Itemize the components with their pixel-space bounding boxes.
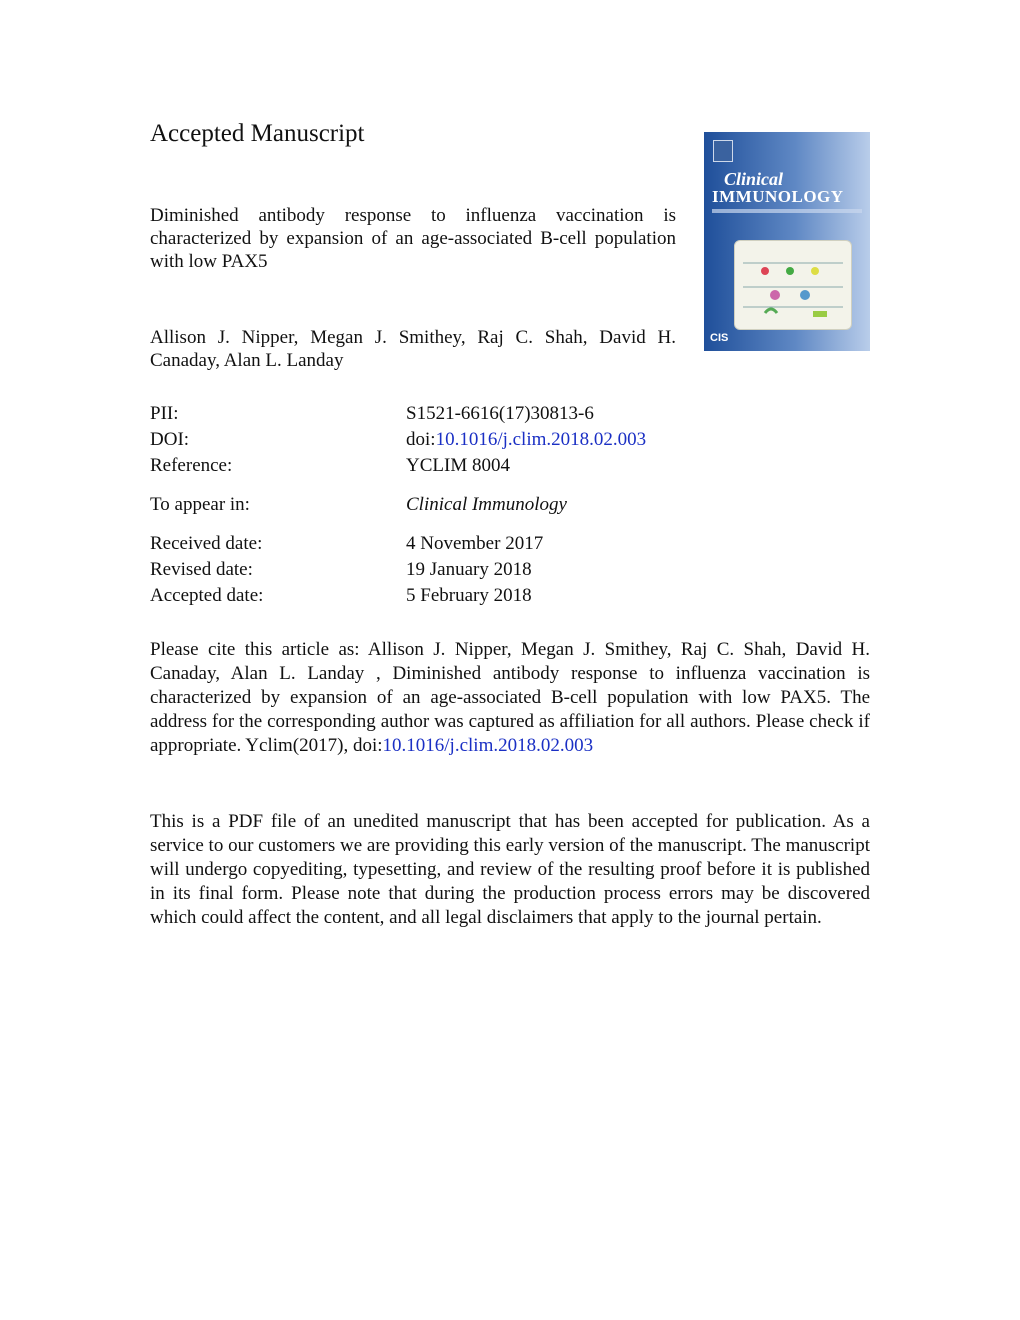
cis-logo: CIS <box>710 332 729 344</box>
reference-label: Reference: <box>150 455 233 476</box>
doi-link[interactable]: 10.1016/j.clim.2018.02.003 <box>435 429 647 450</box>
journal-name: Clinical Immunology <box>406 494 567 515</box>
pii-row <box>150 401 870 427</box>
reference-value: YCLIM 8004 <box>406 455 510 476</box>
journal-cover-image <box>704 132 870 351</box>
appear-row <box>150 492 870 518</box>
pii-value: S1521-6616(17)30813-6 <box>406 403 594 424</box>
revised-value: 19 January 2018 <box>406 559 532 580</box>
citation-text: Please cite this article as: Allison J. Nipper, Megan J. Smithey, Raj C. Shah, David H. Canaday, Alan L. Landay , Diminished antibody response to influenza vaccination is characterized by expansion of an age-associated B-cell population with low PAX5. The address for the corresponding author was captured as affiliation for all authors. Please check if appropriate. Yclim(2017), doi: <box>150 639 870 756</box>
cover-illustration <box>734 240 852 330</box>
accepted-value: 5 February 2018 <box>406 585 532 606</box>
citation-doi-link[interactable]: 10.1016/j.clim.2018.02.003 <box>382 735 594 756</box>
cover-title-line2: IMMUNOLOGY <box>712 187 844 206</box>
received-row <box>150 531 870 557</box>
cover-subtitle-bar <box>712 209 862 213</box>
received-value: 4 November 2017 <box>406 533 544 554</box>
article-title: Diminished antibody response to influenza vaccination is characterized by expansion of an age-associated B-cell population with low PAX5 <box>150 205 676 272</box>
cover-title-line1: Clinical <box>724 169 784 189</box>
accepted-label: Accepted date: <box>150 585 264 606</box>
doi-prefix: doi: <box>406 429 436 450</box>
publisher-logo-icon <box>713 140 733 162</box>
doi-value <box>406 427 646 453</box>
article-authors: Allison J. Nipper, Megan J. Smithey, Raj C. Shah, David H. Canaday, Alan L. Landay <box>150 327 676 371</box>
doi-label: DOI: <box>150 429 190 450</box>
reference-row <box>150 453 870 479</box>
article-metadata <box>150 401 870 609</box>
revised-row <box>150 557 870 583</box>
doi-row <box>150 427 870 453</box>
disclaimer-paragraph: This is a PDF file of an unedited manuscript that has been accepted for publication. As a service to our customers we are providing this early version of the manuscript. The manuscript will undergo copyediting, typesetting, and review of the resulting proof before it is published in its final form. Please note that during the production process errors may be discovered which could affect the content, and all legal disclaimers that apply to the journal pertain. <box>150 811 870 928</box>
revised-label: Revised date: <box>150 559 253 580</box>
page-heading: Accepted Manuscript <box>150 120 365 147</box>
cover-diagram-icon <box>735 241 851 329</box>
pii-label: PII: <box>150 403 179 424</box>
accepted-row <box>150 583 870 609</box>
appear-label: To appear in: <box>150 494 250 515</box>
received-label: Received date: <box>150 533 263 554</box>
citation-paragraph <box>150 638 870 758</box>
